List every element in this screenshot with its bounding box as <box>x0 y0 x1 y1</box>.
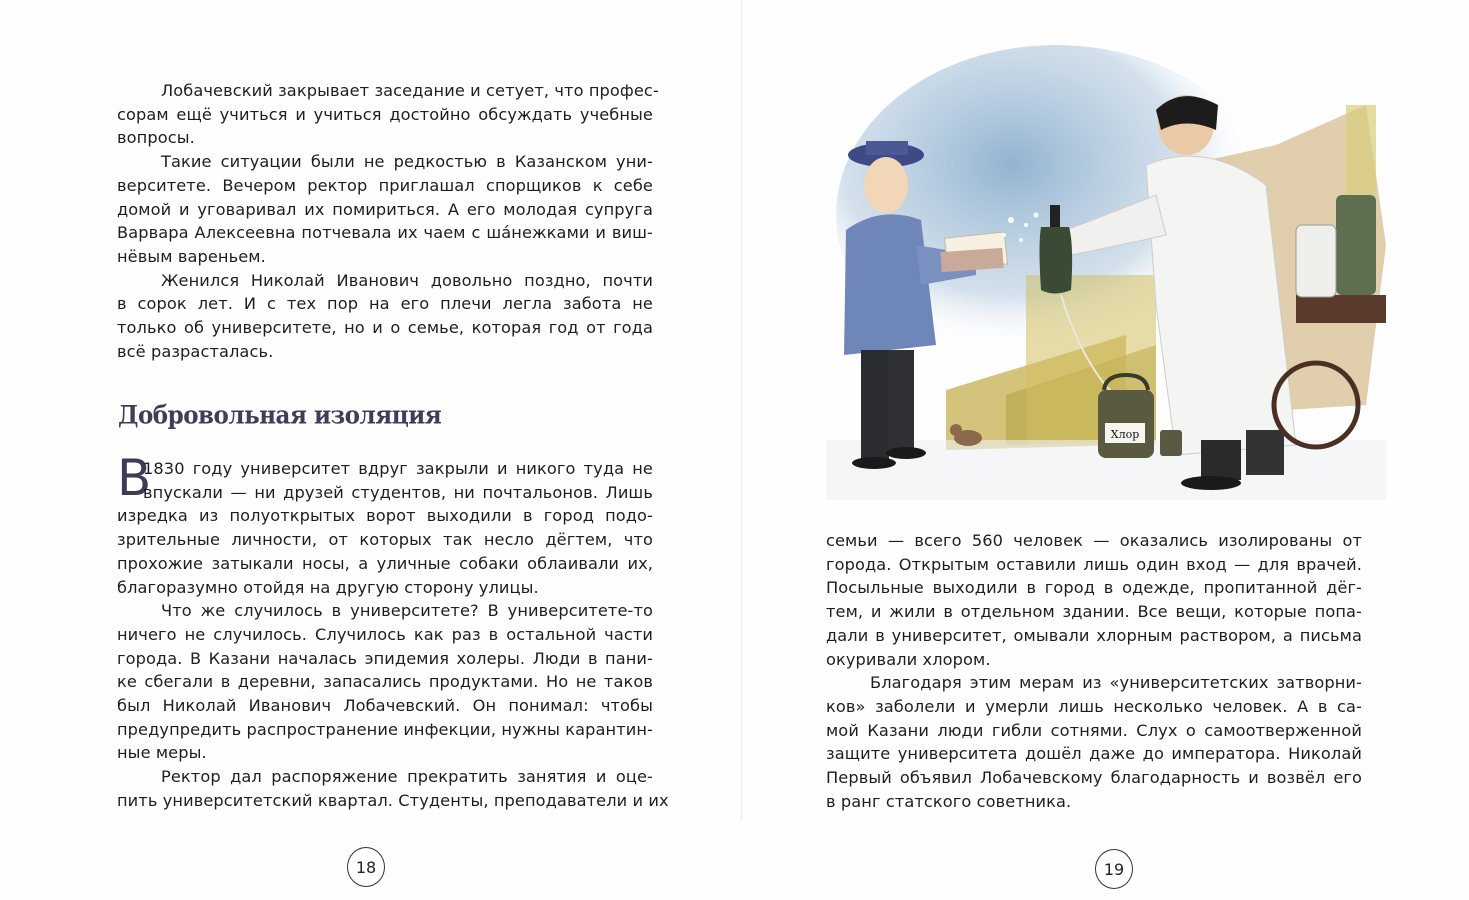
text-line: Варвара Алексеевна потчевала их чаем с ша́нежками и виш- <box>117 223 653 243</box>
text-line: благоразумно отойдя на другую сторону улицы. <box>117 577 539 597</box>
text-line: был Николай Иванович Лобачевский. Он понимал: чтобы <box>117 696 653 716</box>
text-line: зрительные личности, от которых так несло дёгтем, что <box>117 530 653 550</box>
right-page-body-text <box>826 529 1362 813</box>
chlorine-disinfection-illustration <box>826 45 1396 505</box>
text-line: в ранг статского советника. <box>826 791 1072 811</box>
page-number-left <box>347 847 385 887</box>
text-line: изредка из полуоткрытых ворот выходили в город подо- <box>117 506 653 526</box>
text-line: ков» заболели и умерли лишь несколько человек. А в са- <box>826 696 1362 716</box>
text-line: защите университета дошёл даже до императора. Николай <box>826 744 1362 764</box>
section-heading: Добровольная изоляция <box>118 400 442 431</box>
text-line: Посыльные выходили в город в одежде, пропитанной дёг- <box>826 578 1362 598</box>
left-page-body-text <box>117 449 669 813</box>
text-line: Женился Николай Иванович довольно поздно, почти <box>161 270 653 290</box>
text-line: мой Казани люди гибли сотнями. Слух о самоотверженной <box>826 720 1362 740</box>
text-line: семьи — всего 560 человек — оказались изолированы от <box>826 531 1362 550</box>
text-line: предупредить распространение инфекции, нужны карантин- <box>117 719 653 739</box>
text-line: вопросы. <box>117 128 195 148</box>
page-number-right-label: 19 <box>1103 859 1125 879</box>
text-line: 1830 году университет вдруг закрыли и никого туда не <box>143 459 653 478</box>
text-line: Благодаря этим мерам из «университетских затворни- <box>870 673 1362 693</box>
paragraph <box>117 449 653 599</box>
text-line: ные меры. <box>117 743 207 763</box>
text-line: только об университете, но и о семье, которая год от года <box>117 318 653 338</box>
text-line: окуривали хлором. <box>826 649 991 669</box>
text-line: сорам ещё учиться и учиться достойно обсуждать учебные <box>117 104 653 124</box>
paragraph <box>826 529 1362 671</box>
text-line: Что же случилось в университете? В университете-то <box>161 601 653 621</box>
text-line: Ректор дал распоряжение прекратить занятия и оце- <box>161 767 653 787</box>
text-line: Лобачевский закрывает заседание и сетует, что профес- <box>161 81 659 100</box>
page-number-left-label: 18 <box>355 857 377 877</box>
drop-cap: В <box>117 449 152 507</box>
paragraph <box>117 150 653 269</box>
text-line: тем, и жили в отдельном здании. Все вещи, которые попа- <box>826 602 1362 622</box>
paragraph <box>117 599 653 765</box>
text-line: города. В Казани началась эпидемия холеры. Люди в пани- <box>117 648 653 668</box>
text-line: ничего не случилось. Случилось как раз в остальной части <box>117 624 653 644</box>
text-line: всё разрасталась. <box>117 341 274 361</box>
text-line: Такие ситуации были не редкостью в Казанском уни- <box>161 152 653 172</box>
text-line: нёвым вареньем. <box>117 246 266 266</box>
text-line: города. Открытым оставили лишь один вход — для врачей. <box>826 554 1362 574</box>
text-line: впускали — ни друзей студентов, ни почтальонов. Лишь <box>143 482 653 502</box>
text-line: верситете. Вечером ректор приглашал спорщиков к себе <box>117 175 653 195</box>
text-line: дали в университет, омывали хлорным раствором, а письма <box>826 625 1362 645</box>
left-page-top-text <box>117 79 659 363</box>
page-number-right <box>1095 849 1133 889</box>
text-line: Первый объявил Лобачевскому благодарность и возвёл его <box>826 768 1362 788</box>
text-line: пить университетский квартал. Студенты, преподаватели и их <box>117 790 669 810</box>
text-line: домой и уговаривал их помириться. А его молодая супруга <box>117 199 653 219</box>
text-line: в сорок лет. И с тех пор на его плечи легла забота не <box>117 294 653 314</box>
paragraph <box>117 269 653 364</box>
text-line: прохожие затыкали носы, а уличные собаки облаивали их, <box>117 553 653 573</box>
chlorine-jug-label: Хлор <box>1110 428 1140 441</box>
text-line: ке сбегали в деревни, запасались продуктами. Но не таков <box>117 672 653 692</box>
paragraph <box>117 79 659 150</box>
paragraph <box>826 671 1362 813</box>
paragraph <box>117 765 669 812</box>
